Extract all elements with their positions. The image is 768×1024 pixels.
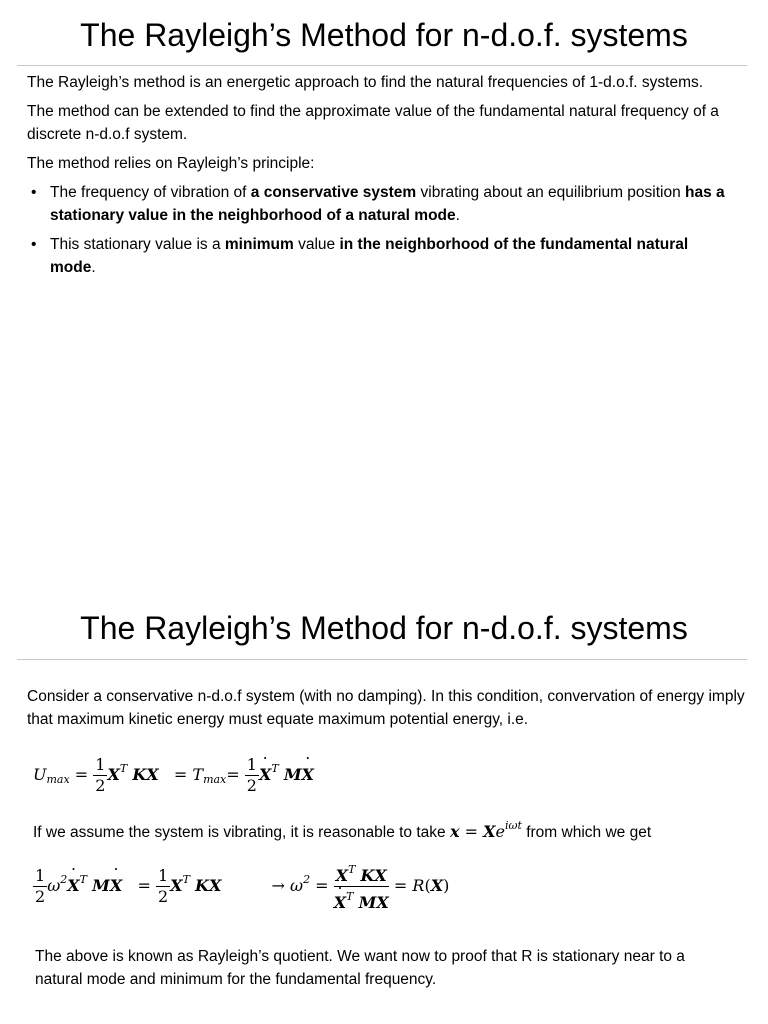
harmonic-assumption: $x = Xe^{i\omega t}$ [449,819,522,841]
paragraph-1: The Rayleigh’s method is an energetic approach to find the natural frequencies of 1-d.o.f. systems. [27,74,704,91]
assumption-text-b: from which we get [521,824,652,841]
slide-2 [0,592,768,1024]
slide-1-title: The Rayleigh’s Method for n-d.o.f. systems [80,17,688,53]
bullet-icon: • [31,236,37,253]
bullet-1-text-a: The frequency of vibration of [50,184,251,201]
paragraph-3: The method relies on Rayleigh’s principle: [27,155,315,172]
bullet-1-text-c: . [455,207,460,224]
paragraph-2: The method can be extended to find the approximate value of the fundamental natural frequency of a discrete n-d.o.f system. [27,103,719,143]
bullet-1-bold-b: has a stationary value in the neighborhood of a natural mode [50,184,725,224]
intro-paragraph: Consider a conservative n-d.o.f system (with no damping). In this condition, convervation of energy imply that maximum kinetic energy must equate maximum potential energy, i.e. [27,688,745,728]
bullet-2-text-c: . [91,259,96,276]
title-divider [17,659,747,660]
list-item [27,181,732,227]
principle-list [27,181,732,279]
slide-2-title: The Rayleigh’s Method for n-d.o.f. systems [80,610,688,646]
bullet-2-bold-b: in the neighborhood of the fundamental natural mode [50,236,689,276]
assumption-text-a: If we assume the system is vibrating, it is reasonable to take [33,824,450,841]
energy-equation: $U_{max}$ = $\frac{1}{2}$ $X^T$ KX = $T_{max}=$ $\frac{1}{2}$ ˙ $X^T$ M˙ X [33,755,314,796]
assumption-line [33,814,651,844]
bullet-2-text-b: value [293,236,340,253]
title-divider [17,65,747,66]
bullet-1-bold-a: a conservative system [250,184,417,201]
slide-1-body [27,71,732,285]
bullet-2-bold-a: minimum [224,236,294,253]
bullet-icon: • [31,184,37,201]
bullet-1-text-b: vibrating about an equilibrium position [416,184,686,201]
quotient-paragraph: The above is known as Rayleigh’s quotient. We want now to proof that R is stationary near to a natural mode and minimum for the fundamental frequency. [35,948,685,988]
list-item [27,233,732,279]
bullet-2-text-a: This stationary value is a [50,236,225,253]
rayleigh-quotient-equation: $\frac{1}{2}$ $\omega^2˙$ $X^T$ M˙ X = $\frac{1}{2}$ $X^T$ KX → $\omega^2$ = $X^T$ KX ˙ $X^T$ MX = R(X) [33,860,449,913]
